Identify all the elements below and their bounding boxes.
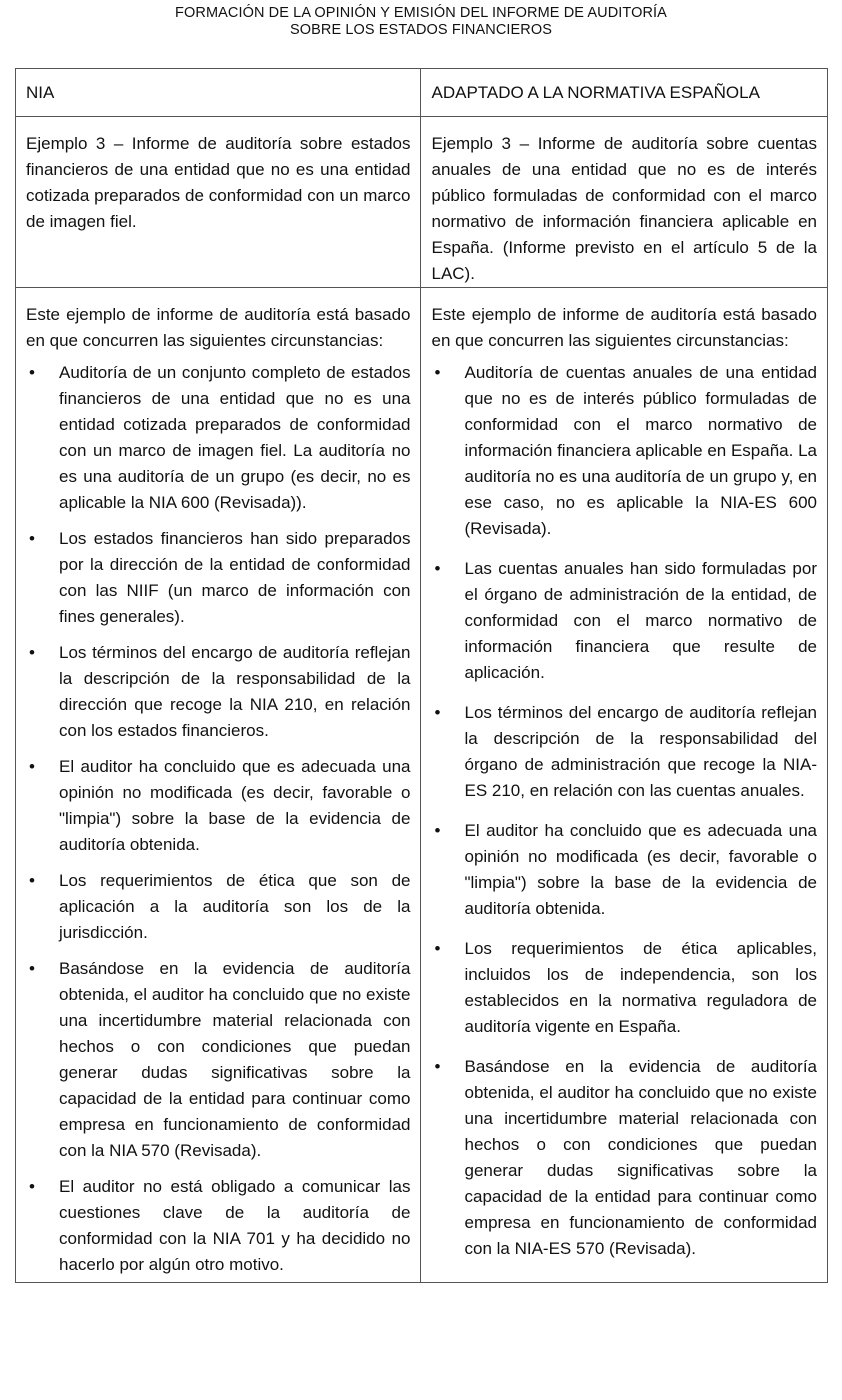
- list-item: [431, 360, 817, 542]
- list-item: [26, 868, 410, 946]
- list-item-text: El auditor ha concluido que es adecuada una opinión no modificada (es decir, favorable o "limpia") sobre la base de la evidencia de auditoría obtenida.: [464, 821, 817, 918]
- page-header: [0, 5, 842, 39]
- column-header-nia: NIA: [16, 69, 421, 117]
- list-item: [26, 640, 410, 744]
- bullet-icon: •: [434, 939, 441, 958]
- list-item: [431, 818, 817, 922]
- list-item-text: Los requerimientos de ética aplicables, incluidos los de independencia, son los establecidos en la normativa reguladora de auditoría vigente en España.: [464, 939, 817, 1036]
- list-item: [431, 1054, 817, 1262]
- circumstances-spanish: [421, 288, 828, 1283]
- bullet-icon: •: [434, 559, 441, 578]
- list-item-text: Basándose en la evidencia de auditoría obtenida, el auditor ha concluido que no existe una incertidumbre material relacionada con hechos o con condiciones que puedan generar dudas significativas sobre la capacidad de la entidad para continuar como empresa en funcionamiento de conformidad con la NIA-ES 570 (Revisada).: [464, 1057, 817, 1258]
- circumstances-row: [16, 288, 828, 1283]
- list-item: [26, 526, 410, 630]
- list-item-text: Los requerimientos de ética que son de aplicación a la auditoría son los de la jurisdicción.: [59, 871, 411, 942]
- bullet-icon: •: [29, 871, 35, 890]
- example-row: [16, 117, 828, 288]
- example-title-spanish: Ejemplo 3 – Informe de auditoría sobre cuentas anuales de una entidad que no es de interés público formuladas de conformidad con el marco normativo de información financiera aplicable en España. (Informe previsto en el artículo 5 de la LAC).: [421, 117, 828, 288]
- list-item-text: Auditoría de un conjunto completo de estados financieros de una entidad que no es una entidad cotizada preparados de conformidad con un marco de imagen fiel. La auditoría no es una auditoría de un grupo (es decir, no es aplicable la NIA 600 (Revisada)).: [59, 363, 411, 512]
- list-item-text: Auditoría de cuentas anuales de una entidad que no es de interés público formuladas de conformidad con el marco normativo de información financiera aplicable en España. La auditoría no es una auditoría de un grupo y, en ese caso, no es aplicable la NIA-ES 600 (Revisada).: [464, 363, 817, 538]
- list-item: [431, 936, 817, 1040]
- bullet-icon: •: [29, 529, 35, 548]
- circumstances-intro-nia: Este ejemplo de informe de auditoría está basado en que concurren las siguientes circunstancias:: [26, 305, 411, 350]
- circumstances-nia: [16, 288, 421, 1283]
- bullet-icon: •: [434, 821, 441, 840]
- bullet-icon: •: [29, 1177, 35, 1196]
- page-title-line-1: FORMACIÓN DE LA OPINIÓN Y EMISIÓN DEL INFORME DE AUDITORÍA: [175, 5, 667, 21]
- list-item-text: Los términos del encargo de auditoría reflejan la descripción de la responsabilidad del órgano de administración que recoge la NIA-ES 210, en relación con las cuentas anuales.: [464, 703, 817, 800]
- comparison-table: [15, 68, 828, 1283]
- list-item: [431, 700, 817, 804]
- list-item: [431, 556, 817, 686]
- list-item: [26, 956, 410, 1164]
- circumstances-intro-spanish: Este ejemplo de informe de auditoría está basado en que concurren las siguientes circunstancias:: [431, 305, 817, 350]
- bullet-icon: •: [29, 959, 35, 978]
- bullet-list-spanish: [431, 360, 817, 1262]
- list-item-text: Basándose en la evidencia de auditoría obtenida, el auditor ha concluido que no existe una incertidumbre material relacionada con hechos o con condiciones que puedan generar dudas significativas sobre la capacidad de la entidad para continuar como empresa en funcionamiento de conformidad con la NIA 570 (Revisada).: [59, 959, 411, 1160]
- column-header-spanish: ADAPTADO A LA NORMATIVA ESPAÑOLA: [421, 69, 828, 117]
- bullet-icon: •: [434, 703, 441, 722]
- list-item-text: Los términos del encargo de auditoría reflejan la descripción de la responsabilidad de la dirección que recoge la NIA 210, en relación con los estados financieros.: [59, 643, 411, 740]
- bullet-list-nia: [26, 360, 410, 1278]
- bullet-icon: •: [434, 363, 441, 382]
- page-title-line-2: SOBRE LOS ESTADOS FINANCIEROS: [289, 22, 553, 38]
- bullet-icon: •: [434, 1057, 441, 1076]
- list-item-text: Las cuentas anuales han sido formuladas por el órgano de administración de la entidad, de conformidad con el marco normativo de información financiera que resulte de aplicación.: [464, 559, 817, 682]
- example-title-nia: Ejemplo 3 – Informe de auditoría sobre estados financieros de una entidad que no es una entidad cotizada preparados de conformidad con un marco de imagen fiel.: [16, 117, 421, 288]
- list-item: [26, 754, 410, 858]
- bullet-icon: •: [29, 363, 35, 382]
- list-item-text: El auditor ha concluido que es adecuada una opinión no modificada (es decir, favorable o "limpia") sobre la base de la evidencia de auditoría obtenida.: [59, 757, 411, 854]
- list-item-text: El auditor no está obligado a comunicar las cuestiones clave de la auditoría de conformidad con la NIA 701 y ha decidido no hacerlo por algún otro motivo.: [59, 1177, 411, 1274]
- list-item: [26, 1174, 410, 1278]
- bullet-icon: •: [29, 757, 35, 776]
- list-item: [26, 360, 410, 516]
- bullet-icon: •: [29, 643, 35, 662]
- list-item-text: Los estados financieros han sido preparados por la dirección de la entidad de conformidad con las NIIF (un marco de información con fines generales).: [59, 529, 411, 626]
- table-header-row: [16, 69, 828, 117]
